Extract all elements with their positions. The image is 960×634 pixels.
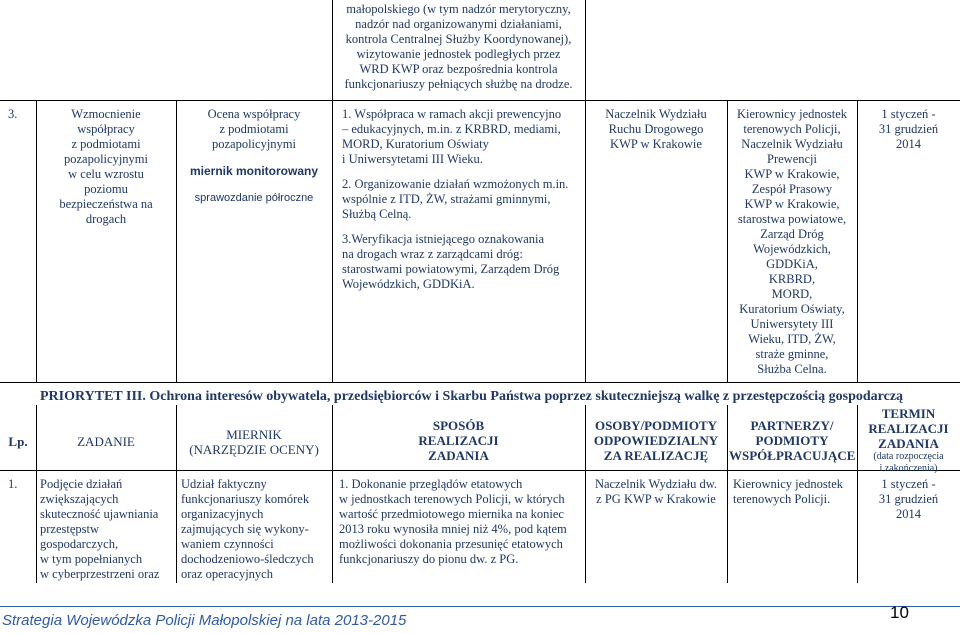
row1-responsible-line: Naczelnik Wydziału dw.: [594, 477, 718, 491]
row1-partners-line: terenowych Policji.: [733, 492, 831, 506]
row3-task: [38, 107, 174, 227]
header-term-line: TERMIN: [881, 406, 936, 421]
row3-responsible-line: KWP w Krakowie: [610, 137, 702, 151]
grid-line: [0, 382, 960, 383]
header-responsible-line: ODPOWIEDZIALNY: [593, 433, 719, 448]
grid-line: [585, 100, 586, 382]
row3-method: [342, 107, 580, 292]
row3-term: [859, 107, 958, 152]
header-term: [859, 406, 958, 475]
row1-measure-line: Udział faktyczny: [181, 477, 267, 491]
row1-method-line: wartość przedmiotowego miernika na koniec: [339, 507, 564, 521]
header-responsible: [587, 418, 725, 463]
top-fragment-line: nadzór nad organizowanymi działaniami,: [355, 17, 562, 31]
grid-line: [857, 100, 858, 382]
row3-partners-line: KRBRD,: [768, 272, 816, 286]
row3-measure-line: Ocena współpracy: [207, 107, 301, 121]
top-fragment-line: funkcjonariuszy pełniących służbę na drodze.: [344, 77, 573, 91]
row3-method-line: na drogach wraz z zarządcami dróg:: [342, 247, 523, 261]
row3-partners-line: Wojewódzkich,: [753, 242, 831, 256]
header-method-line: REALIZACJI: [418, 433, 499, 448]
header-term-note: i zakończenia): [879, 463, 938, 474]
row3-measure: [178, 107, 330, 206]
row3-term-line: 1 styczeń -: [881, 107, 936, 121]
row3-task-line: bezpieczeństwa na: [59, 197, 153, 211]
grid-line: [727, 405, 728, 583]
row1-measure-line: organizacyjnych: [181, 507, 264, 521]
row3-method-line: Służbą Celną.: [342, 207, 412, 221]
grid-line: [727, 100, 728, 382]
row1-term-line: 2014: [896, 507, 921, 521]
row1-task-line: skuteczność ujawniania: [40, 507, 159, 521]
row1-term-line: 31 grudzień: [878, 492, 939, 506]
top-fragment-line: kontrola Centralnej Służby Koordynowanej),: [345, 32, 572, 46]
row3-term-line: 2014: [896, 137, 921, 151]
row1-task-line: Podjęcie działań: [40, 477, 123, 491]
row1-measure: [181, 477, 331, 582]
row3-task-line: poziomu: [84, 182, 128, 196]
top-fragment-line: WRD KWP oraz bezpośrednia kontrola: [359, 62, 558, 76]
header-measure: [178, 427, 330, 457]
header-lp: Lp.: [8, 434, 28, 449]
row1-task-line: w cyberprzestrzeni oraz: [40, 567, 160, 581]
row3-task-line: współpracy: [77, 122, 135, 136]
row1-task-line: gospodarczych,: [40, 537, 119, 551]
row3-method-line: 1. Współpraca w ramach akcji prewencyjno: [342, 107, 562, 121]
header-term-line: REALIZACJI: [868, 421, 949, 436]
header-method: [334, 418, 583, 463]
header-task: ZADANIE: [77, 434, 135, 449]
row3-partners-line: Naczelnik Wydziału: [741, 137, 843, 151]
priority-title: PRIORYTET III. Ochrona interesów obywatela, przedsiębiorców i Skarbu Państwa poprzez skuteczniejszą walkę z przestępczością gospodarczą: [40, 389, 904, 404]
row1-term-line: 1 styczeń -: [881, 477, 936, 491]
header-partners-line: WSPÓŁPRACUJĄCE: [729, 448, 856, 463]
header-term-line: ZADANIA: [878, 436, 939, 451]
grid-line: [0, 470, 960, 471]
row3-method-line: wspólnie z ITD, ŻW, strażami gminnymi,: [342, 192, 551, 206]
row3-measure-type: miernik monitorowany: [189, 164, 319, 178]
row1-task: [40, 477, 174, 582]
grid-line: [176, 100, 177, 382]
row1-method-line: 2013 roku wynosiła mniej niż 4%, pod kątem: [339, 522, 567, 536]
row3-method-line: MORD, Kuratorium Oświaty: [342, 137, 489, 151]
row1-term: [859, 477, 958, 522]
header-responsible-line: ZA REALIZACJĘ: [603, 448, 709, 463]
row3-responsible: [587, 107, 725, 152]
row1-method-line: funkcjonariuszy do pionu dw. z PG.: [339, 552, 519, 566]
row1-partners-line: Kierownicy jednostek: [733, 477, 844, 491]
row3-method-line: 3.Weryfikacja istniejącego oznakowania: [342, 232, 545, 246]
row3-partners-line: starostwa powiatowe,: [737, 212, 847, 226]
row3-partners-line: Uniwersytety III: [750, 317, 834, 331]
header-partners-line: PODMIOTY: [755, 433, 829, 448]
row1-responsible: [587, 477, 725, 507]
footer-divider: [0, 606, 960, 607]
row3-measure-line: z podmiotami: [219, 122, 289, 136]
header-partners-line: PARTNERZY/: [750, 418, 834, 433]
row1-task-line: przestępstw: [40, 522, 100, 536]
row3-partners-line: KWP w Krakowie,: [744, 167, 840, 181]
top-fragment-line: wizytowanie jednostek podległych przez: [356, 47, 561, 61]
grid-line: [36, 405, 37, 583]
header-method-line: SPOSÓB: [432, 418, 485, 433]
top-fragment: [336, 2, 581, 92]
row3-task-line: Wzmocnienie: [71, 107, 141, 121]
top-fragment-line: małopolskiego (w tym nadzór merytoryczny,: [346, 2, 571, 16]
row3-method-line: starostwami powiatowymi, Zarządem Dróg: [342, 262, 560, 276]
row3-task-line: drogach: [85, 212, 127, 226]
header-measure-line: (NARZĘDZIE OCENY): [189, 442, 319, 457]
grid-line: [176, 405, 177, 583]
grid-line: [36, 100, 37, 382]
row1-measure-line: oraz operacyjnych: [181, 567, 273, 581]
row3-task-line: w celu wzrostu: [68, 167, 144, 181]
row1-measure-line: zajmujących się wykony-: [181, 522, 309, 536]
row3-partners: [729, 107, 855, 377]
row3-partners-line: KWP w Krakowie,: [744, 197, 840, 211]
grid-line: [585, 0, 586, 100]
header-term-note: (data rozpoczęcia: [873, 451, 944, 462]
row1-partners: [733, 477, 857, 507]
row1-measure-line: dochodzeniowo-śledczych: [181, 552, 314, 566]
row1-method-line: w jednostkach terenowych Policji, w których: [339, 492, 565, 506]
row1-task-line: zwiększających: [40, 492, 119, 506]
header-measure-line: MIERNIK: [226, 427, 282, 442]
header-responsible-line: OSOBY/PODMIOTY: [594, 418, 718, 433]
row1-responsible-line: z PG KWP w Krakowie: [596, 492, 716, 506]
row3-partners-line: terenowych Policji,: [743, 122, 841, 136]
row3-partners-line: GDDKiA,: [766, 257, 818, 271]
grid-line: [585, 405, 586, 583]
footer-title: Strategia Wojewódzka Policji Małopolskiej na lata 2013-2015: [2, 612, 407, 629]
row3-term-line: 31 grudzień: [878, 122, 939, 136]
row1-measure-line: funkcjonariuszy komórek: [181, 492, 310, 506]
header-partners: [729, 418, 855, 463]
row1-lp: 1.: [8, 477, 18, 491]
row3-method-line: i Uniwersytetami III Wieku.: [342, 152, 483, 166]
row3-partners-line: Kuratorium Oświaty,: [739, 302, 845, 316]
grid-line: [332, 405, 333, 583]
row3-partners-line: Zarząd Dróg: [760, 227, 824, 241]
row3-partners-line: Służba Celna.: [757, 362, 827, 376]
row3-method-line: – edukacyjnych, m.in. z KRBRD, mediami,: [342, 122, 561, 136]
row3-partners-line: Zespół Prasowy: [751, 182, 833, 196]
row3-method-line: Wojewódzkich, GDDKiA.: [342, 277, 475, 291]
row3-partners-line: Wieku, ITD, ŻW,: [748, 332, 836, 346]
row3-partners-line: MORD,: [771, 287, 813, 301]
row1-method: [339, 477, 581, 567]
row3-measure-line: pozapolicyjnymi: [211, 137, 296, 151]
row3-method-line: 2. Organizowanie działań wzmożonych m.in.: [342, 177, 569, 191]
grid-line: [0, 100, 960, 101]
grid-line: [332, 100, 333, 382]
row3-task-line: z podmiotami: [71, 137, 141, 151]
row3-partners-line: Prewencji: [767, 152, 817, 166]
grid-line: [332, 0, 333, 100]
row3-method-line: [342, 222, 580, 232]
grid-line: [857, 405, 858, 583]
row1-method-line: możliwości dokonania przesunięć etatowych: [339, 537, 563, 551]
row3-measure-report: sprawozdanie półroczne: [194, 192, 314, 204]
row3-partners-line: straże gminne,: [755, 347, 829, 361]
row3-partners-line: Kierownicy jednostek: [736, 107, 848, 121]
row3-lp: 3.: [8, 107, 18, 121]
row1-method-line: 1. Dokonanie przeglądów etatowych: [339, 477, 523, 491]
row1-task-line: w tym popełnianych: [40, 552, 143, 566]
page-number: 10: [890, 603, 909, 622]
row1-measure-line: waniem czynności: [181, 537, 274, 551]
row3-method-line: [342, 167, 580, 177]
row3-task-line: pozapolicyjnymi: [63, 152, 148, 166]
row3-responsible-line: Naczelnik Wydziału: [605, 107, 707, 121]
header-method-line: ZADANIA: [428, 448, 489, 463]
row3-responsible-line: Ruchu Drogowego: [608, 122, 704, 136]
